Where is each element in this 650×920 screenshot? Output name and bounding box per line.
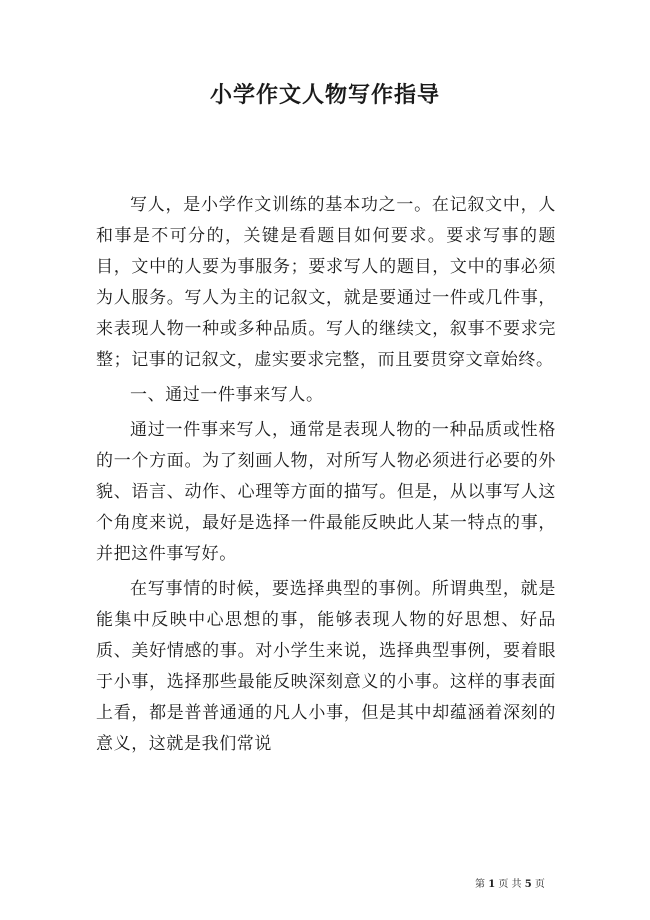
document-body (96, 190, 556, 764)
footer-suffix: 页 (534, 879, 545, 890)
footer-middle: 页 共 (498, 879, 522, 890)
footer-page-number: 1 (488, 879, 496, 890)
paragraph-typical-event: 在写事情的时候，要选择典型的事例。所谓典型，就是能集中反映中心思想的事，能够表现人物的好思想、好品质、美好情感的事。对小学生来说，选择典型事例，要着眼于小事，选择那些最能反映深刻意义的小事。这样的事表面上看，都是普普通通的凡人小事，但是其中却蕴涵着深刻的意义，这就是我们常说 (96, 579, 556, 754)
paragraph-one-event: 通过一件事来写人，通常是表现人物的一种品质或性格的一个方面。为了刻画人物，对所写人物必须进行必要的外貌、语言、动作、心理等方面的描写。但是，从以事写人这个角度来说，最好是选择一件最能反映此人某一特点的事，并把这件事写好。 (96, 420, 556, 564)
footer-total-pages: 5 (524, 879, 532, 890)
page-title: 小学作文人物写作指导 (209, 83, 440, 108)
paragraph-intro: 写人，是小学作文训练的基本功之一。在记叙文中，人和事是不可分的，关键是看题目如何要求。要求写事的题目，文中的人要为事服务；要求写人的题目，文中的事必须为人服务。写人为主的记叙文，就是要通过一件或几件事，来表现人物一种或多种品质。写人的继续文，叙事不要求完整；记事的记叙文，虚实要求完整，而且要贯穿文章始终。 (96, 195, 556, 370)
section-heading-one: 一、通过一件事来写人。 (130, 385, 324, 405)
page-footer (475, 878, 545, 892)
footer-prefix: 第 (475, 879, 485, 890)
